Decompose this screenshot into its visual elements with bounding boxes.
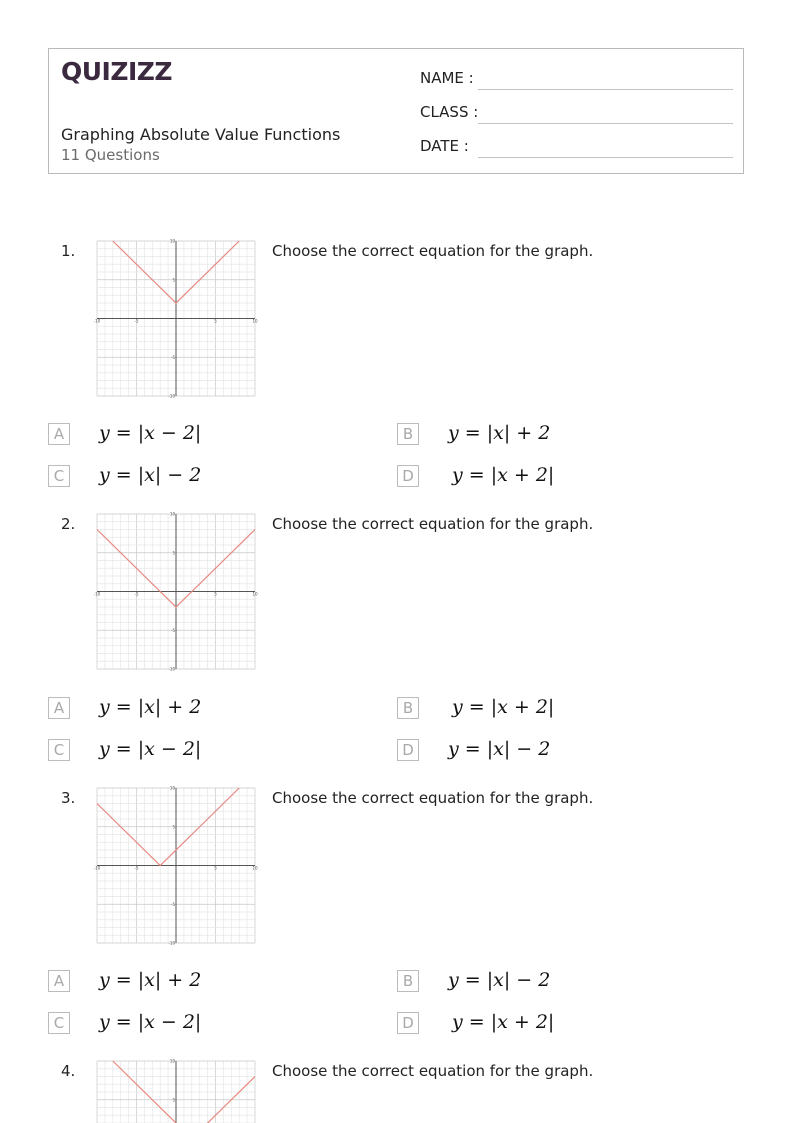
x-tick-label: -10 xyxy=(93,591,101,597)
question-number: 1. xyxy=(61,242,76,260)
option-c-box[interactable]: C xyxy=(48,465,70,487)
option-c-text[interactable]: y = |x − 2| xyxy=(99,738,202,760)
class-label: CLASS : xyxy=(420,103,479,121)
question-3-graph xyxy=(93,785,258,946)
y-tick-label: -5 xyxy=(171,901,175,907)
option-b-text[interactable]: y = |x + 2| xyxy=(452,696,555,718)
x-tick-label: 10 xyxy=(252,318,258,324)
x-tick-label: 10 xyxy=(252,865,258,871)
question-number: 4. xyxy=(61,1062,76,1080)
y-tick-label: -10 xyxy=(168,940,175,946)
x-tick-label: 5 xyxy=(214,591,217,597)
question-number: 2. xyxy=(61,515,76,533)
y-tick-label: 5 xyxy=(172,277,175,283)
y-tick-label: 5 xyxy=(172,824,175,830)
question-prompt: Choose the correct equation for the graph. xyxy=(272,789,594,807)
option-c-box[interactable]: C xyxy=(48,739,70,761)
option-c-text[interactable]: y = |x − 2| xyxy=(99,1011,202,1033)
question-prompt: Choose the correct equation for the graph. xyxy=(272,1062,594,1080)
x-tick-label: 5 xyxy=(214,318,217,324)
x-tick-label: 10 xyxy=(252,591,258,597)
question-count: 11 Questions xyxy=(61,146,160,164)
y-tick-label: 10 xyxy=(169,785,175,791)
quizizz-logo: QUIZIZZ xyxy=(61,57,173,86)
y-tick-label: 10 xyxy=(169,511,175,517)
option-a-text[interactable]: y = |x − 2| xyxy=(99,422,202,444)
class-field[interactable] xyxy=(478,123,733,124)
question-4-graph xyxy=(96,1060,256,1123)
option-d-text[interactable]: y = |x + 2| xyxy=(452,464,555,486)
y-tick-label: 5 xyxy=(172,1097,175,1103)
option-d-box[interactable]: D xyxy=(397,465,419,487)
y-tick-label: -5 xyxy=(171,627,175,633)
option-d-box[interactable]: D xyxy=(397,739,419,761)
question-2-graph xyxy=(93,511,258,672)
x-tick-label: -5 xyxy=(134,591,139,597)
option-b-box[interactable]: B xyxy=(397,970,419,992)
worksheet-title: Graphing Absolute Value Functions xyxy=(61,125,341,144)
worksheet-header xyxy=(48,48,744,174)
option-b-text[interactable]: y = |x| + 2 xyxy=(448,422,551,444)
x-tick-label: -10 xyxy=(93,318,101,324)
option-c-text[interactable]: y = |x| − 2 xyxy=(99,464,202,486)
option-b-text[interactable]: y = |x| − 2 xyxy=(448,969,551,991)
option-b-box[interactable]: B xyxy=(397,697,419,719)
question-prompt: Choose the correct equation for the graph. xyxy=(272,242,594,260)
y-tick-label: 10 xyxy=(169,238,175,244)
date-label: DATE : xyxy=(420,137,469,155)
date-field[interactable] xyxy=(478,157,733,158)
option-c-box[interactable]: C xyxy=(48,1012,70,1034)
y-tick-label: -10 xyxy=(168,666,175,672)
option-d-text[interactable]: y = |x| − 2 xyxy=(448,738,551,760)
option-a-box[interactable]: A xyxy=(48,423,70,445)
y-tick-label: -5 xyxy=(171,354,175,360)
x-tick-label: 5 xyxy=(214,865,217,871)
option-d-box[interactable]: D xyxy=(397,1012,419,1034)
question-prompt: Choose the correct equation for the graph. xyxy=(272,515,594,533)
question-number: 3. xyxy=(61,789,76,807)
option-b-box[interactable]: B xyxy=(397,423,419,445)
y-tick-label: -10 xyxy=(168,393,175,399)
option-a-text[interactable]: y = |x| + 2 xyxy=(99,696,202,718)
x-tick-label: -5 xyxy=(134,318,139,324)
option-a-box[interactable]: A xyxy=(48,970,70,992)
option-d-text[interactable]: y = |x + 2| xyxy=(452,1011,555,1033)
question-1-graph xyxy=(93,238,258,399)
y-tick-label: 5 xyxy=(172,550,175,556)
option-a-text[interactable]: y = |x| + 2 xyxy=(99,969,202,991)
x-tick-label: -10 xyxy=(93,865,101,871)
y-tick-label: 10 xyxy=(169,1058,175,1064)
option-a-box[interactable]: A xyxy=(48,697,70,719)
name-field[interactable] xyxy=(478,89,733,90)
x-tick-label: -5 xyxy=(134,865,139,871)
name-label: NAME : xyxy=(420,69,474,87)
